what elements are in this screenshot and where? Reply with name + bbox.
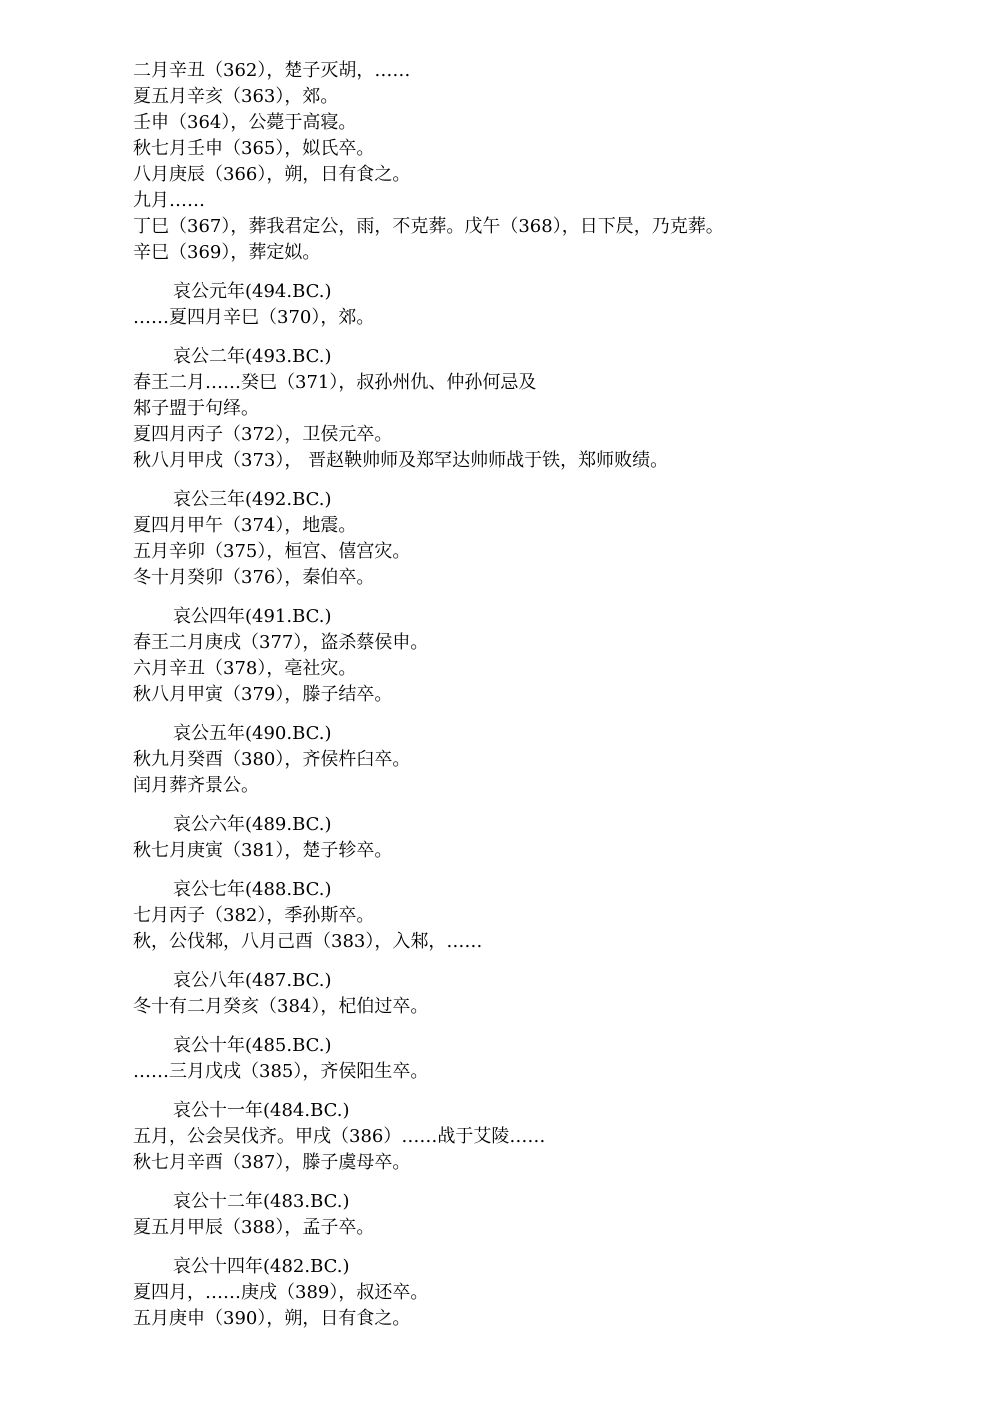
text-line: 二月辛丑（362），楚子灭胡，…… (133, 60, 411, 81)
text-line: 壬申（364），公薨于高寝。 (133, 112, 357, 133)
year-heading: 哀公元年(494.BC.) (173, 281, 332, 302)
text-line: 春王二月庚戌（377），盗杀蔡侯申。 (133, 632, 429, 653)
document-page (133, 58, 953, 1332)
year-heading: 哀公十年(485.BC.) (173, 1035, 332, 1056)
text-line: 秋七月庚寅（381），楚子轸卒。 (133, 840, 393, 861)
intro-block (133, 58, 953, 266)
text-line: 丁巳（367），葬我君定公，雨，不克葬。戊午（368），日下昃，乃克葬。 (133, 216, 724, 237)
text-line: 夏四月丙子（372），卫侯元卒。 (133, 424, 393, 445)
text-line: 秋七月壬申（365），姒氏卒。 (133, 138, 375, 159)
text-line: 秋，公伐邾，八月己酉（383），入邾，…… (133, 931, 483, 952)
year-heading: 哀公五年(490.BC.) (173, 723, 332, 744)
text-line: 邾子盟于句绎。 (133, 398, 259, 419)
text-line: 夏四月，……庚戌（389），叔还卒。 (133, 1282, 429, 1303)
year-heading: 哀公八年(487.BC.) (173, 970, 332, 991)
year-section (133, 1176, 953, 1241)
year-heading: 哀公二年(493.BC.) (173, 346, 332, 367)
year-heading: 哀公十二年(483.BC.) (173, 1191, 350, 1212)
year-heading: 哀公七年(488.BC.) (173, 879, 332, 900)
year-section (133, 1241, 953, 1332)
text-line: 闰月葬齐景公。 (133, 775, 259, 796)
year-heading: 哀公四年(491.BC.) (173, 606, 332, 627)
text-line: 秋八月甲寅（379），滕子结卒。 (133, 684, 393, 705)
year-section (133, 708, 953, 799)
text-line: 七月丙子（382），季孙斯卒。 (133, 905, 375, 926)
text-line: 五月辛卯（375），桓宫、僖宫灾。 (133, 541, 411, 562)
year-section (133, 799, 953, 864)
year-heading: 哀公十四年(482.BC.) (173, 1256, 350, 1277)
text-line: 夏五月辛亥（363），郊。 (133, 86, 339, 107)
year-section (133, 864, 953, 955)
year-heading: 哀公十一年(484.BC.) (173, 1100, 350, 1121)
year-section (133, 591, 953, 708)
text-line: 秋八月甲戌（373）， 晋赵鞅帅师及郑罕达帅师战于铁，郑师败绩。 (133, 450, 669, 471)
text-line: 秋九月癸酉（380），齐侯杵臼卒。 (133, 749, 411, 770)
text-line: 夏五月甲辰（388），孟子卒。 (133, 1217, 375, 1238)
text-line: 辛巳（369），葬定姒。 (133, 242, 321, 263)
year-section (133, 474, 953, 591)
year-heading: 哀公三年(492.BC.) (173, 489, 332, 510)
year-section (133, 955, 953, 1020)
text-line: 冬十月癸卯（376），秦伯卒。 (133, 567, 375, 588)
year-section (133, 331, 953, 474)
text-line: 春王二月……癸巳（371），叔孙州仇、仲孙何忌及 (133, 372, 537, 393)
year-section (133, 1020, 953, 1085)
year-section (133, 266, 953, 331)
text-line: 六月辛丑（378），亳社灾。 (133, 658, 357, 679)
year-section (133, 1085, 953, 1176)
text-line: 秋七月辛酉（387），滕子虞母卒。 (133, 1152, 411, 1173)
text-line: 五月庚申（390），朔，日有食之。 (133, 1308, 411, 1329)
text-line: 夏四月甲午（374），地震。 (133, 515, 357, 536)
text-line: ……夏四月辛巳（370），郊。 (133, 307, 375, 328)
text-line: 九月…… (133, 190, 205, 211)
text-line: 五月，公会吴伐齐。甲戌（386）……战于艾陵…… (133, 1126, 546, 1147)
text-line: ……三月戊戌（385），齐侯阳生卒。 (133, 1061, 429, 1082)
text-line: 八月庚辰（366），朔，日有食之。 (133, 164, 411, 185)
text-line: 冬十有二月癸亥（384），杞伯过卒。 (133, 996, 429, 1017)
year-heading: 哀公六年(489.BC.) (173, 814, 332, 835)
